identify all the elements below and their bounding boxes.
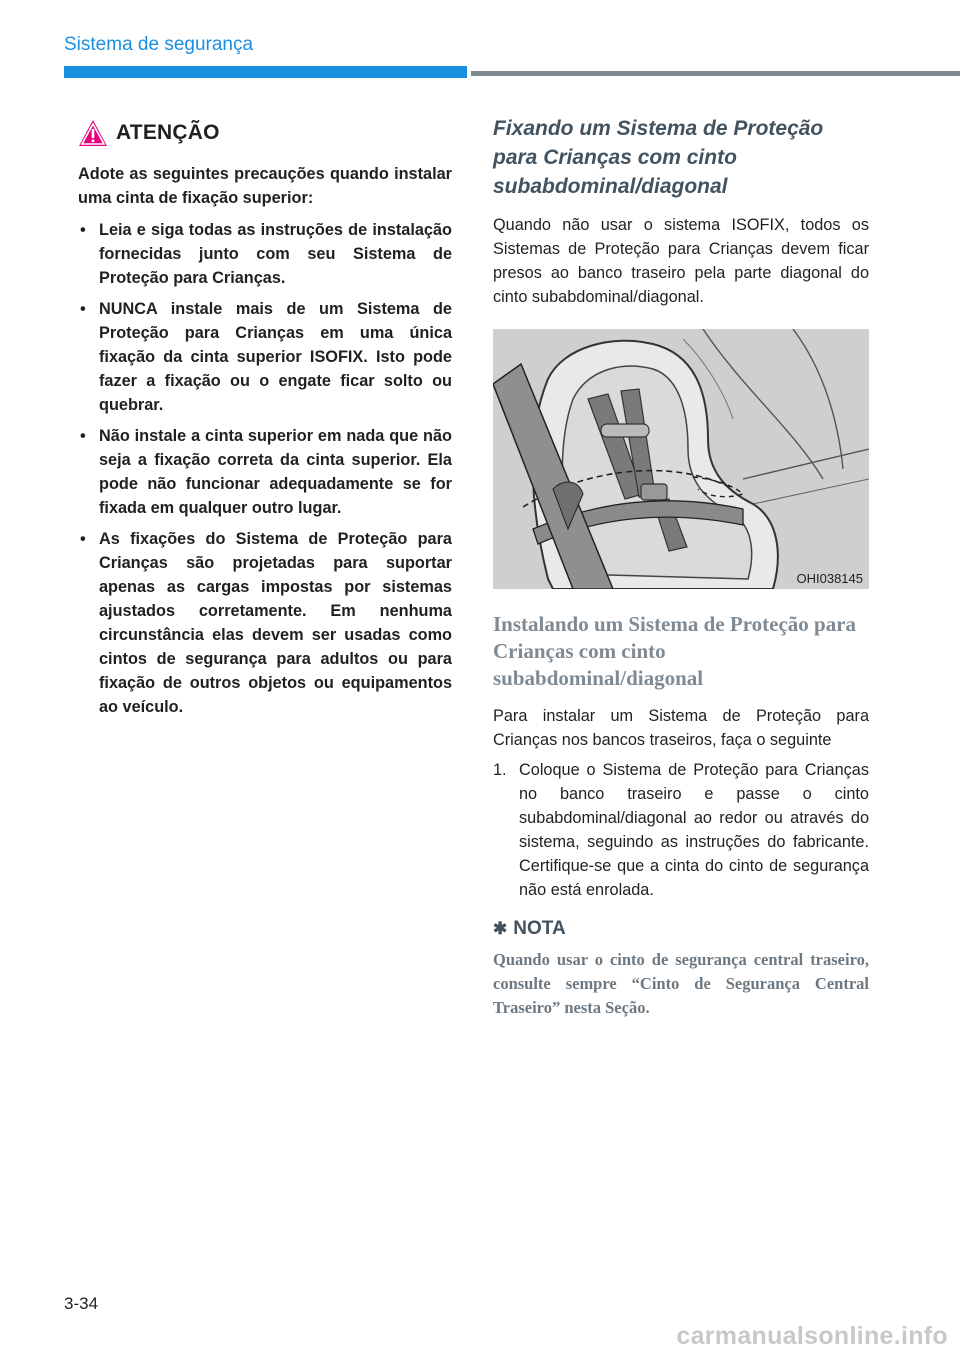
header-accent-bar bbox=[64, 66, 467, 78]
watermark: carmanualsonline.info bbox=[676, 1322, 948, 1350]
child-seat-drawing bbox=[493, 329, 869, 589]
warning-triangle-icon bbox=[78, 118, 108, 148]
warning-item: • NUNCA instale mais de um Sistema de Proteção para Crianças em uma única fixação da cinta superior ISOFIX. Isto pode fazer a fixação ou o engate ficar solto ou quebrar. bbox=[80, 300, 452, 414]
page-number: 3-34 bbox=[64, 1294, 99, 1313]
warning-item: • Leia e siga todas as instruções de instalação fornecidas junto com seu Sistema de Proteção para Crianças. bbox=[80, 221, 452, 287]
note-body: Quando usar o cinto de segurança central traseiro, consulte sempre “Cinto de Segurança Central Traseiro” nesta Seção. bbox=[493, 950, 869, 1017]
star-note-icon: ✱ bbox=[493, 919, 508, 938]
note-header bbox=[493, 918, 869, 940]
step-text: Coloque o Sistema de Proteção para Crianças no banco traseiro e passe o cinto subabdominal/diagonal ao redor ou através do sistema, seguindo as instruções do fabricante. Certifique-se que a cinta do cinto de segurança não está enrolada. bbox=[519, 761, 869, 899]
warning-title: ATENÇÃO bbox=[116, 121, 220, 144]
fixing-heading: Fixando um Sistema de Proteção para Crianças com cinto subabdominal/diagonal bbox=[493, 117, 824, 198]
child-seat-illustration bbox=[493, 329, 869, 589]
installing-step bbox=[493, 758, 869, 902]
section-title: Sistema de segurança bbox=[64, 34, 254, 55]
warning-header bbox=[78, 116, 452, 150]
figure-code: OHI038145 bbox=[796, 571, 863, 586]
warning-block bbox=[78, 116, 452, 726]
warning-item: • As fixações do Sistema de Proteção para Crianças são projetadas para suportar apenas as cargas impostas por sistemas ajustados corretamente. Em nenhuma circunstância elas devem ser usadas como cintos de segurança para adultos ou para fixação de outros objetos ou equipamentos ao veículo. bbox=[80, 530, 452, 716]
right-column bbox=[493, 114, 869, 1020]
warning-intro: Adote as seguintes precauções quando instalar uma cinta de fixação superior: bbox=[78, 165, 452, 207]
installing-body: Para instalar um Sistema de Proteção para Crianças nos bancos traseiros, faça o seguinte bbox=[493, 707, 869, 749]
installing-heading: Instalando um Sistema de Proteção para Crianças com cinto subabdominal/diagonal bbox=[493, 612, 857, 690]
note-title: NOTA bbox=[513, 918, 566, 939]
warning-list bbox=[78, 218, 452, 719]
step-number: 1. bbox=[493, 761, 507, 779]
fixing-body: Quando não usar o sistema ISOFIX, todos os Sistemas de Proteção para Crianças devem ficar presos ao banco traseiro pela parte diagonal do cinto subabdominal/diagonal. bbox=[493, 216, 869, 306]
header-divider-bar bbox=[471, 71, 960, 76]
warning-item: • Não instale a cinta superior em nada que não seja a fixação correta da cinta superior. Ela pode não funcionar adequadamente se for fixada em qualquer outro lugar. bbox=[80, 427, 452, 517]
